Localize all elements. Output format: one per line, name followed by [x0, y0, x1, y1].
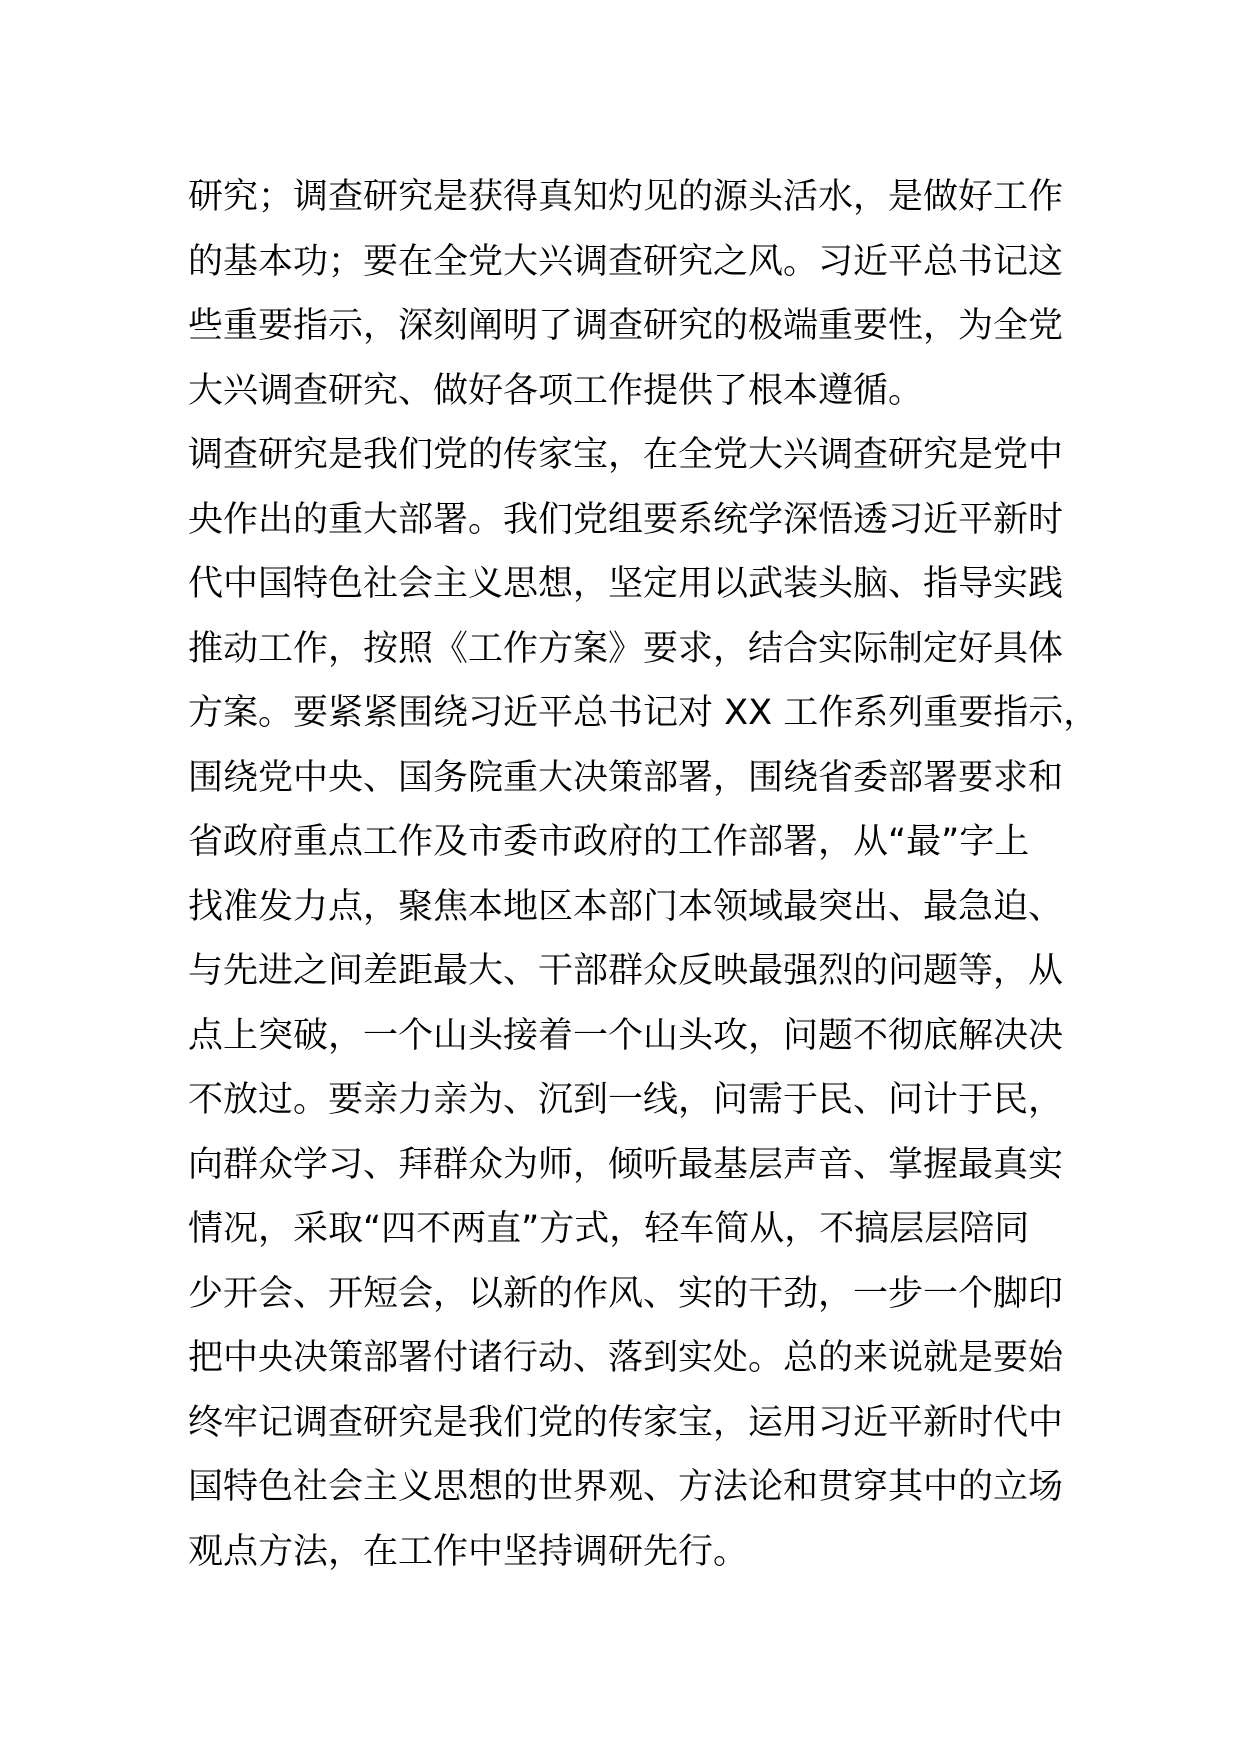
- text-line: 找准发力点，聚焦本地区本部门本领域最突出、最急迫、: [188, 886, 1064, 927]
- text-line: 情况，采取“四不两直”方式，轻车简从，不搞层层陪同: [188, 1209, 1030, 1249]
- text-line: 观点方法，在工作中坚持调研先行。: [188, 1531, 749, 1572]
- text-line: 少开会、开短会，以新的作风、实的干劲，一步一个脚印: [188, 1273, 1064, 1314]
- text-line: 调查研究是我们党的传家宝，在全党大兴调查研究是党中: [188, 435, 1064, 475]
- text-line: 代中国特色社会主义思想，坚定用以武装头脑、指导实践: [188, 564, 1064, 604]
- text-line: 研究；调查研究是获得真知灼见的源头活水，是做好工作: [188, 177, 1064, 217]
- text-line: 些重要指示，深刻阐明了调查研究的极端重要性，为全党: [188, 306, 1064, 346]
- text-line: 的基本功；要在全党大兴调查研究之风。习近平总书记这: [188, 241, 1064, 282]
- text-line: 大兴调查研究、做好各项工作提供了根本遵循。: [188, 370, 924, 411]
- text-line: 与先进之间差距最大、干部群众反映最强烈的问题等，从: [188, 951, 1064, 991]
- text-line: 央作出的重大部署。我们党组要系统学深悟透习近平新时: [188, 499, 1064, 540]
- text-line: 推动工作，按照《工作方案》要求，结合实际制定好具体: [188, 628, 1064, 669]
- text-line: 终牢记调查研究是我们党的传家宝，运用习近平新时代中: [188, 1402, 1064, 1443]
- text-line: 国特色社会主义思想的世界观、方法论和贯穿其中的立场: [188, 1467, 1064, 1507]
- text-line: 围绕党中央、国务院重大决策部署，围绕省委部署要求和: [188, 757, 1064, 798]
- text-line: 省政府重点工作及市委市政府的工作部署，从“最”字上: [188, 822, 1030, 862]
- text-line: 把中央决策部署付诸行动、落到实处。总的来说就是要始: [188, 1338, 1064, 1378]
- text-line: 向群众学习、拜群众为师，倾听最基层声音、掌握最真实: [188, 1144, 1064, 1185]
- text-line: 方案。要紧紧围绕习近平总书记对 XX 工作系列重要指示，: [188, 693, 1099, 733]
- body-text: [188, 165, 1099, 1584]
- text-line: 不放过。要亲力亲为、沉到一线，问需于民、问计于民，: [188, 1080, 1064, 1120]
- text-line: 点上突破，一个山头接着一个山头攻，问题不彻底解决决: [188, 1015, 1064, 1056]
